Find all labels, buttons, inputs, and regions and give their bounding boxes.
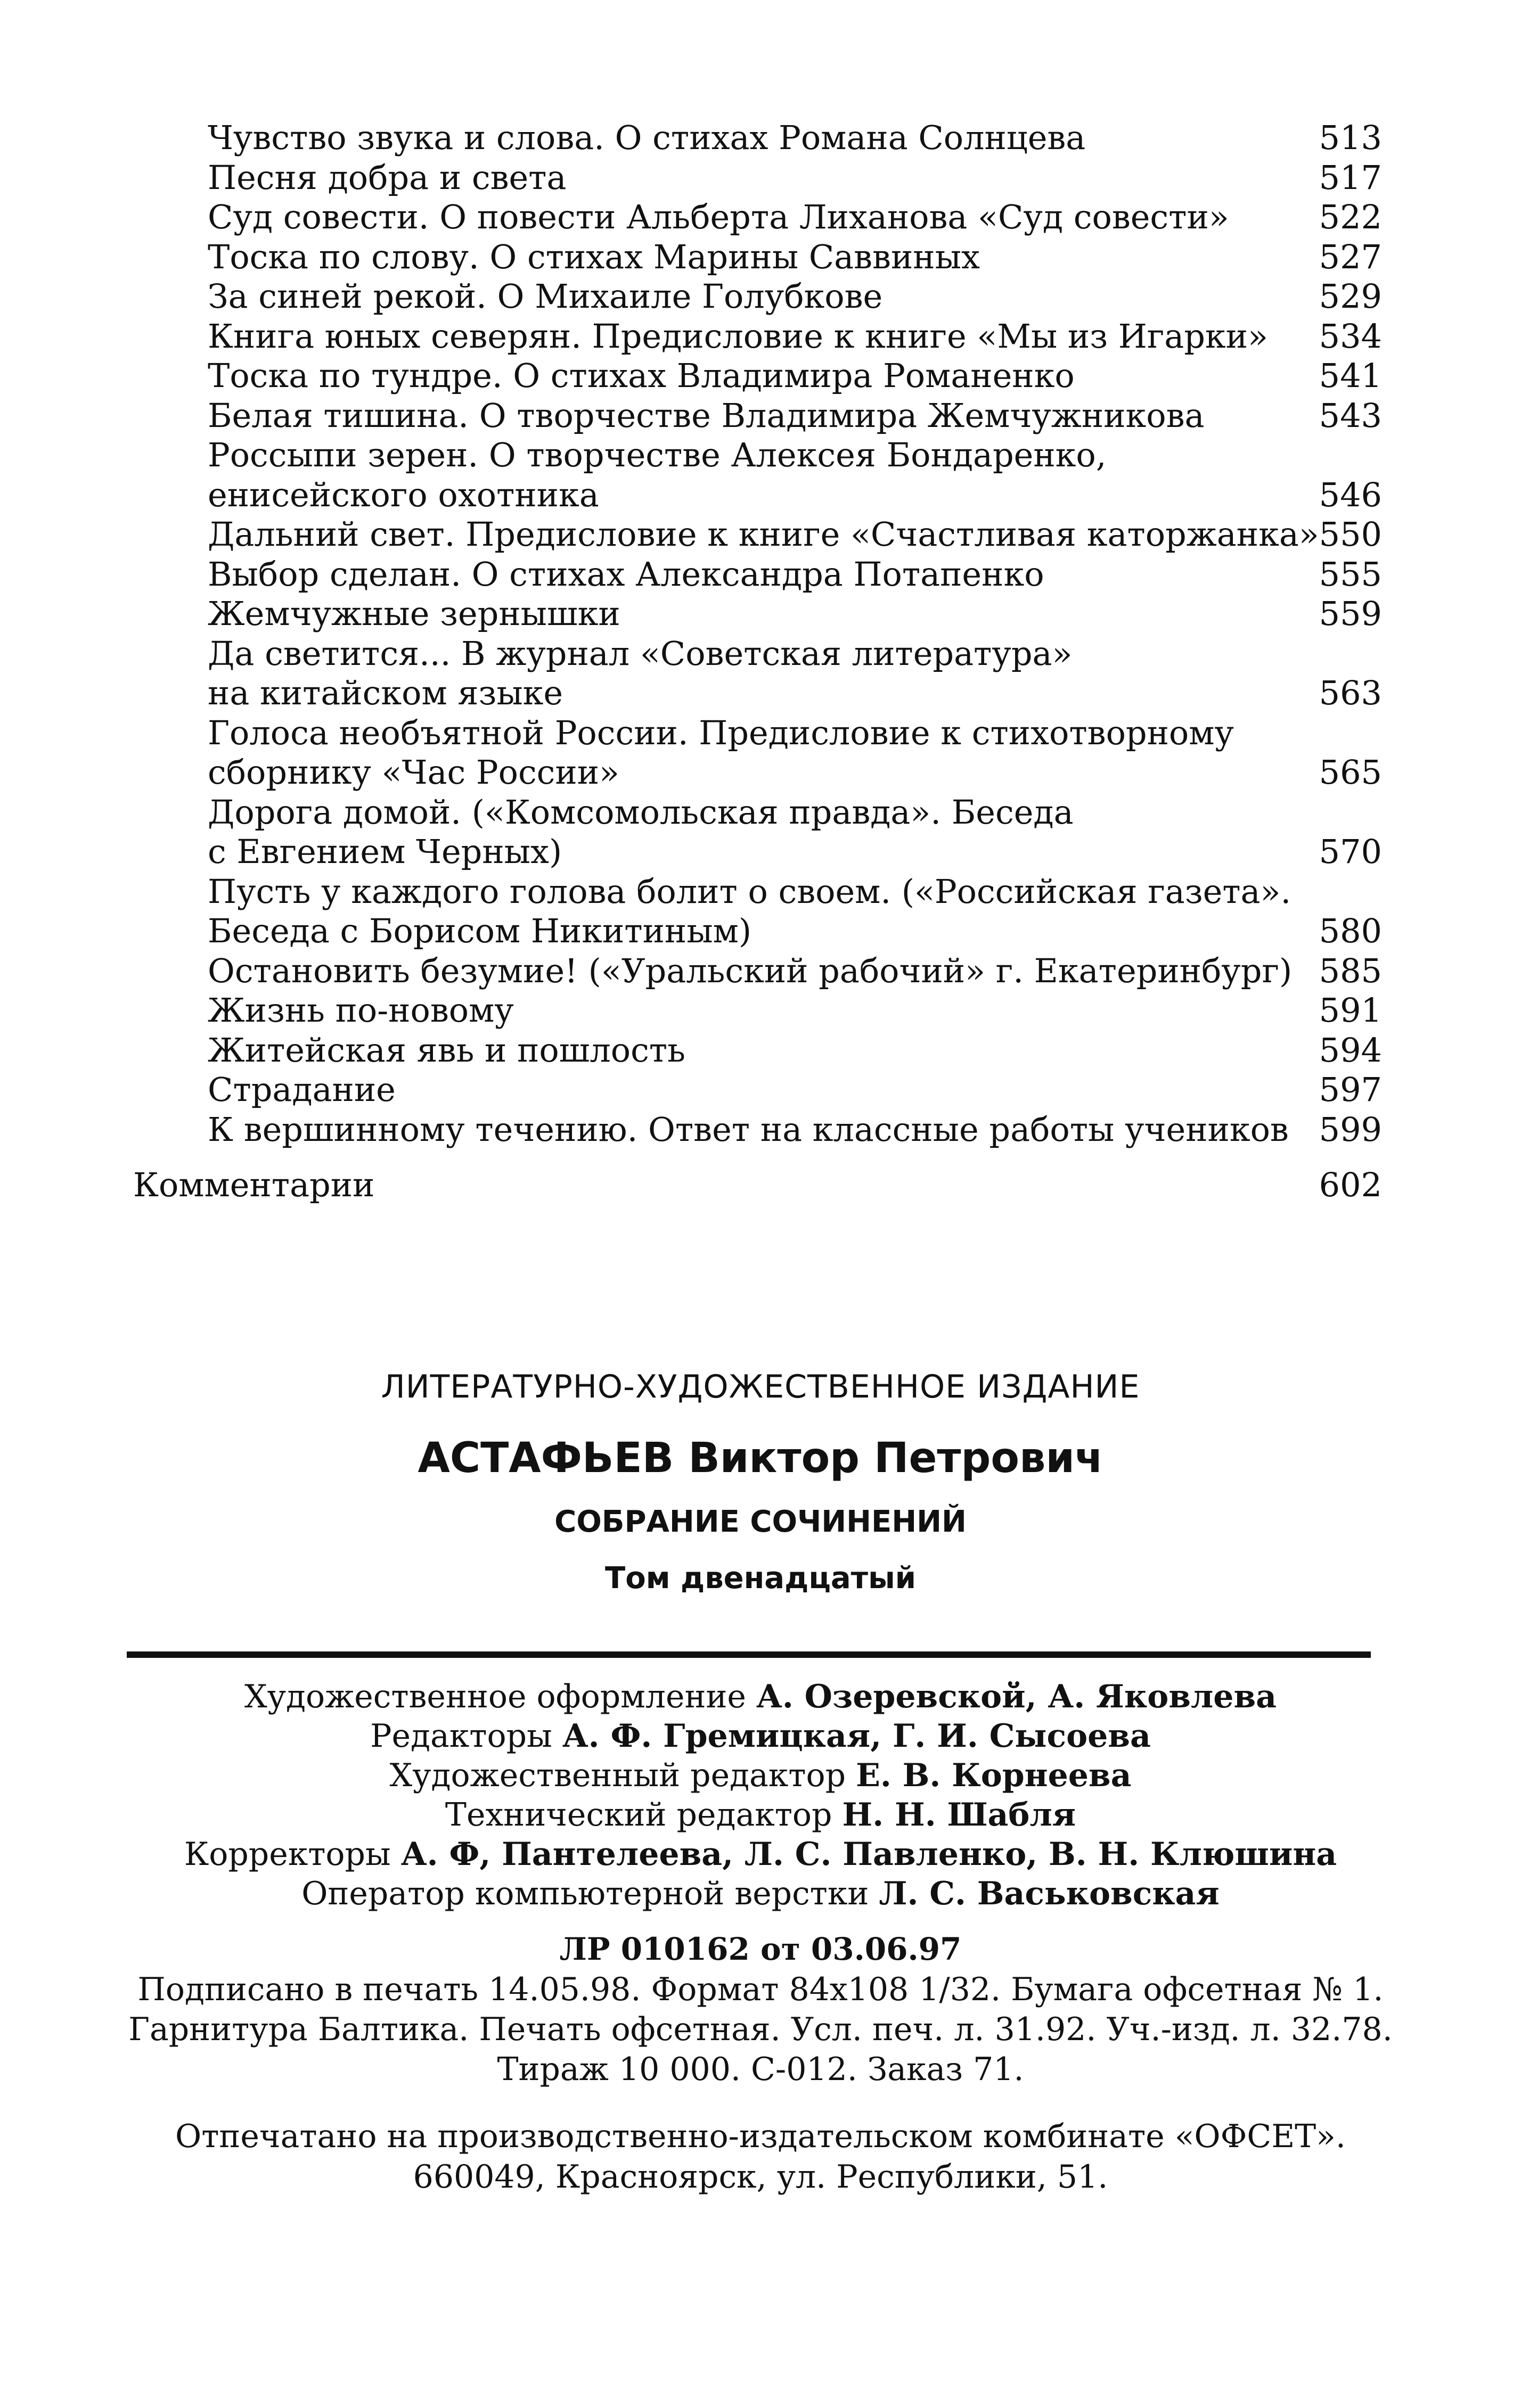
toc-entry xyxy=(133,594,1382,634)
toc-entry xyxy=(133,793,1382,872)
horizontal-divider xyxy=(127,1651,1371,1658)
toc-entry-title: Страдание xyxy=(208,1070,396,1109)
printing-line: Подписано в печать 14.05.98. Формат 84х108 1/32. Бумага офсетная № 1. xyxy=(137,1971,1384,2008)
toc-entry-page: 559 xyxy=(1319,594,1382,633)
toc-entry-title: За синей рекой. О Михаиле Голубкове xyxy=(208,277,883,316)
toc-entry xyxy=(133,317,1382,357)
toc-entry-page: 570 xyxy=(1319,832,1382,871)
toc-entry-page: 555 xyxy=(1319,554,1382,594)
toc-entry-page: 527 xyxy=(1319,237,1382,276)
credit-role: Корректоры xyxy=(184,1836,401,1873)
printer-info xyxy=(0,2116,1521,2197)
license-number: ЛР 010162 от 03.06.97 xyxy=(559,1931,962,1967)
printer-address: 660049, Красноярск, ул. Республики, 51. xyxy=(413,2158,1108,2196)
credit-line xyxy=(0,1756,1521,1795)
toc-entry-title-continued: с Евгением Черных) xyxy=(208,832,562,871)
toc-entry-title: Жемчужные зернышки xyxy=(208,594,620,633)
toc-entry-page: 580 xyxy=(1319,911,1382,950)
toc-entry-title: Да светится... В журнал «Советская литература» xyxy=(208,634,1073,673)
toc-entry-title: Житейская явь и пошлость xyxy=(208,1030,685,1070)
toc-entry xyxy=(133,158,1382,198)
credit-names: Е. В. Корнеева xyxy=(856,1757,1132,1794)
credits-block xyxy=(0,1677,1521,1913)
credit-names: А. Озеревской, А. Яковлева xyxy=(756,1678,1277,1715)
toc-entry xyxy=(133,356,1382,396)
toc-entry-page: 591 xyxy=(1319,991,1382,1030)
toc-entry xyxy=(133,713,1382,793)
edition-type: ЛИТЕРАТУРНО-ХУДОЖЕСТВЕННОЕ ИЗДАНИЕ xyxy=(381,1368,1140,1406)
toc-entry-title: Песня добра и света xyxy=(208,158,567,197)
toc-entry-title: Белая тишина. О творчестве Владимира Жемчужникова xyxy=(208,396,1205,435)
credit-names: Л. С. Васьковская xyxy=(879,1875,1220,1912)
credit-names: Н. Н. Шабля xyxy=(842,1796,1076,1834)
printing-details xyxy=(0,1970,1521,2090)
volume-title: Том двенадцатый xyxy=(605,1561,916,1596)
toc-entry xyxy=(133,1031,1382,1071)
printing-line: Гарнитура Балтика. Печать офсетная. Усл. печ. л. 31.92. Уч.-изд. л. 32.78. xyxy=(128,2011,1393,2048)
credit-names: А. Ф, Пантелеева, Л. С. Павленко, В. Н. Клюшина xyxy=(400,1836,1337,1873)
toc-entry-title: Книга юных северян. Предисловие к книге «Мы из Игарки» xyxy=(208,316,1268,356)
credit-line xyxy=(0,1874,1521,1913)
toc-entry-page: 585 xyxy=(1319,951,1382,990)
toc-entry xyxy=(133,555,1382,595)
toc-entry-page: 563 xyxy=(1319,673,1382,712)
collection-title: СОБРАНИЕ СОЧИНЕНИЙ xyxy=(554,1505,967,1539)
toc-entry-title: Россыпи зерен. О творчестве Алексея Бондаренко, xyxy=(208,435,1107,474)
credit-role: Художественный редактор xyxy=(389,1757,856,1794)
author-name: АСТАФЬЕВ Виктор Петрович xyxy=(418,1434,1103,1482)
toc-entry-title: Тоска по слову. О стихах Марины Саввиных xyxy=(208,237,980,276)
toc-entry-title-continued: на китайском языке xyxy=(208,673,563,712)
toc-entry xyxy=(133,118,1382,158)
toc-entry-title: Пусть у каждого голова болит о своем. («Российская газета». xyxy=(208,872,1291,911)
printing-line: Тираж 10 000. С-012. Заказ 71. xyxy=(497,2051,1024,2088)
printer-line: Отпечатано на производственно-издательском комбинате «ОФСЕТ». xyxy=(175,2118,1346,2155)
toc-entry-title: Дальний свет. Предисловие к книге «Счастливая каторжанка» xyxy=(208,515,1319,554)
toc-entry-page: 550 xyxy=(1319,515,1382,554)
table-of-contents xyxy=(133,118,1382,1205)
credit-line xyxy=(0,1835,1521,1874)
toc-entry xyxy=(133,435,1382,515)
toc-entry xyxy=(133,991,1382,1031)
toc-entry xyxy=(133,1110,1382,1150)
credit-role: Технический редактор xyxy=(445,1796,843,1834)
toc-entry-title: Суд совести. О повести Альберта Лиханова «Суд совести» xyxy=(208,198,1229,236)
toc-entry-page: 543 xyxy=(1319,396,1382,435)
imprint-heading xyxy=(0,1366,1521,1599)
toc-entry xyxy=(133,951,1382,991)
toc-entry-title-continued: енисейского охотника xyxy=(208,475,599,514)
credit-role: Оператор компьютерной верстки xyxy=(301,1875,879,1912)
toc-entry xyxy=(133,872,1382,951)
toc-entry-page: 522 xyxy=(1319,198,1382,236)
toc-entry-page: 597 xyxy=(1319,1070,1382,1109)
toc-entry-page: 513 xyxy=(1319,118,1382,157)
toc-entry-title: Дорога домой. («Комсомольская правда». Беседа xyxy=(208,792,1074,832)
credit-line xyxy=(0,1795,1521,1835)
toc-entry-comments xyxy=(133,1165,1382,1205)
toc-entry-page: 594 xyxy=(1319,1030,1382,1070)
toc-entry-title-continued: сборнику «Час России» xyxy=(208,753,619,792)
toc-entry-page: 529 xyxy=(1319,277,1382,316)
toc-entry-title: Голоса необъятной России. Предисловие к стихотворному xyxy=(208,713,1234,752)
toc-entry xyxy=(133,1070,1382,1110)
credit-line xyxy=(0,1716,1521,1756)
toc-entry-page: 517 xyxy=(1319,158,1382,197)
toc-entry-title: Чувство звука и слова. О стихах Романа Солнцева xyxy=(208,118,1086,157)
toc-entry-title: Комментарии xyxy=(133,1165,375,1204)
toc-entry-page: 565 xyxy=(1319,753,1382,792)
credit-role: Художественное оформление xyxy=(244,1678,757,1715)
toc-entry-page: 599 xyxy=(1319,1110,1382,1149)
credit-line xyxy=(0,1677,1521,1716)
toc-entry-title: Тоска по тундре. О стихах Владимира Романенко xyxy=(208,356,1075,395)
credit-names: А. Ф. Гремицкая, Г. И. Сысоева xyxy=(562,1717,1151,1755)
toc-entry-title-continued: Беседа с Борисом Никитиным) xyxy=(208,911,752,950)
toc-entry-title: К вершинному течению. Ответ на классные работы учеников xyxy=(208,1110,1289,1149)
toc-entry-page: 534 xyxy=(1319,316,1382,356)
toc-entry-page: 602 xyxy=(1319,1165,1382,1204)
toc-entry xyxy=(133,198,1382,237)
toc-entry-page: 541 xyxy=(1319,356,1382,395)
credit-role: Редакторы xyxy=(370,1717,562,1755)
toc-entry xyxy=(133,634,1382,713)
toc-entry-page: 546 xyxy=(1319,475,1382,514)
toc-entry xyxy=(133,515,1382,555)
toc-entry xyxy=(133,396,1382,436)
toc-entry-title: Остановить безумие! («Уральский рабочий» г. Екатеринбург) xyxy=(208,951,1293,990)
toc-entry-title: Выбор сделан. О стихах Александра Потапенко xyxy=(208,554,1044,594)
toc-entry xyxy=(133,237,1382,277)
toc-entry-title: Жизнь по-новому xyxy=(208,991,514,1030)
toc-entry xyxy=(133,277,1382,317)
